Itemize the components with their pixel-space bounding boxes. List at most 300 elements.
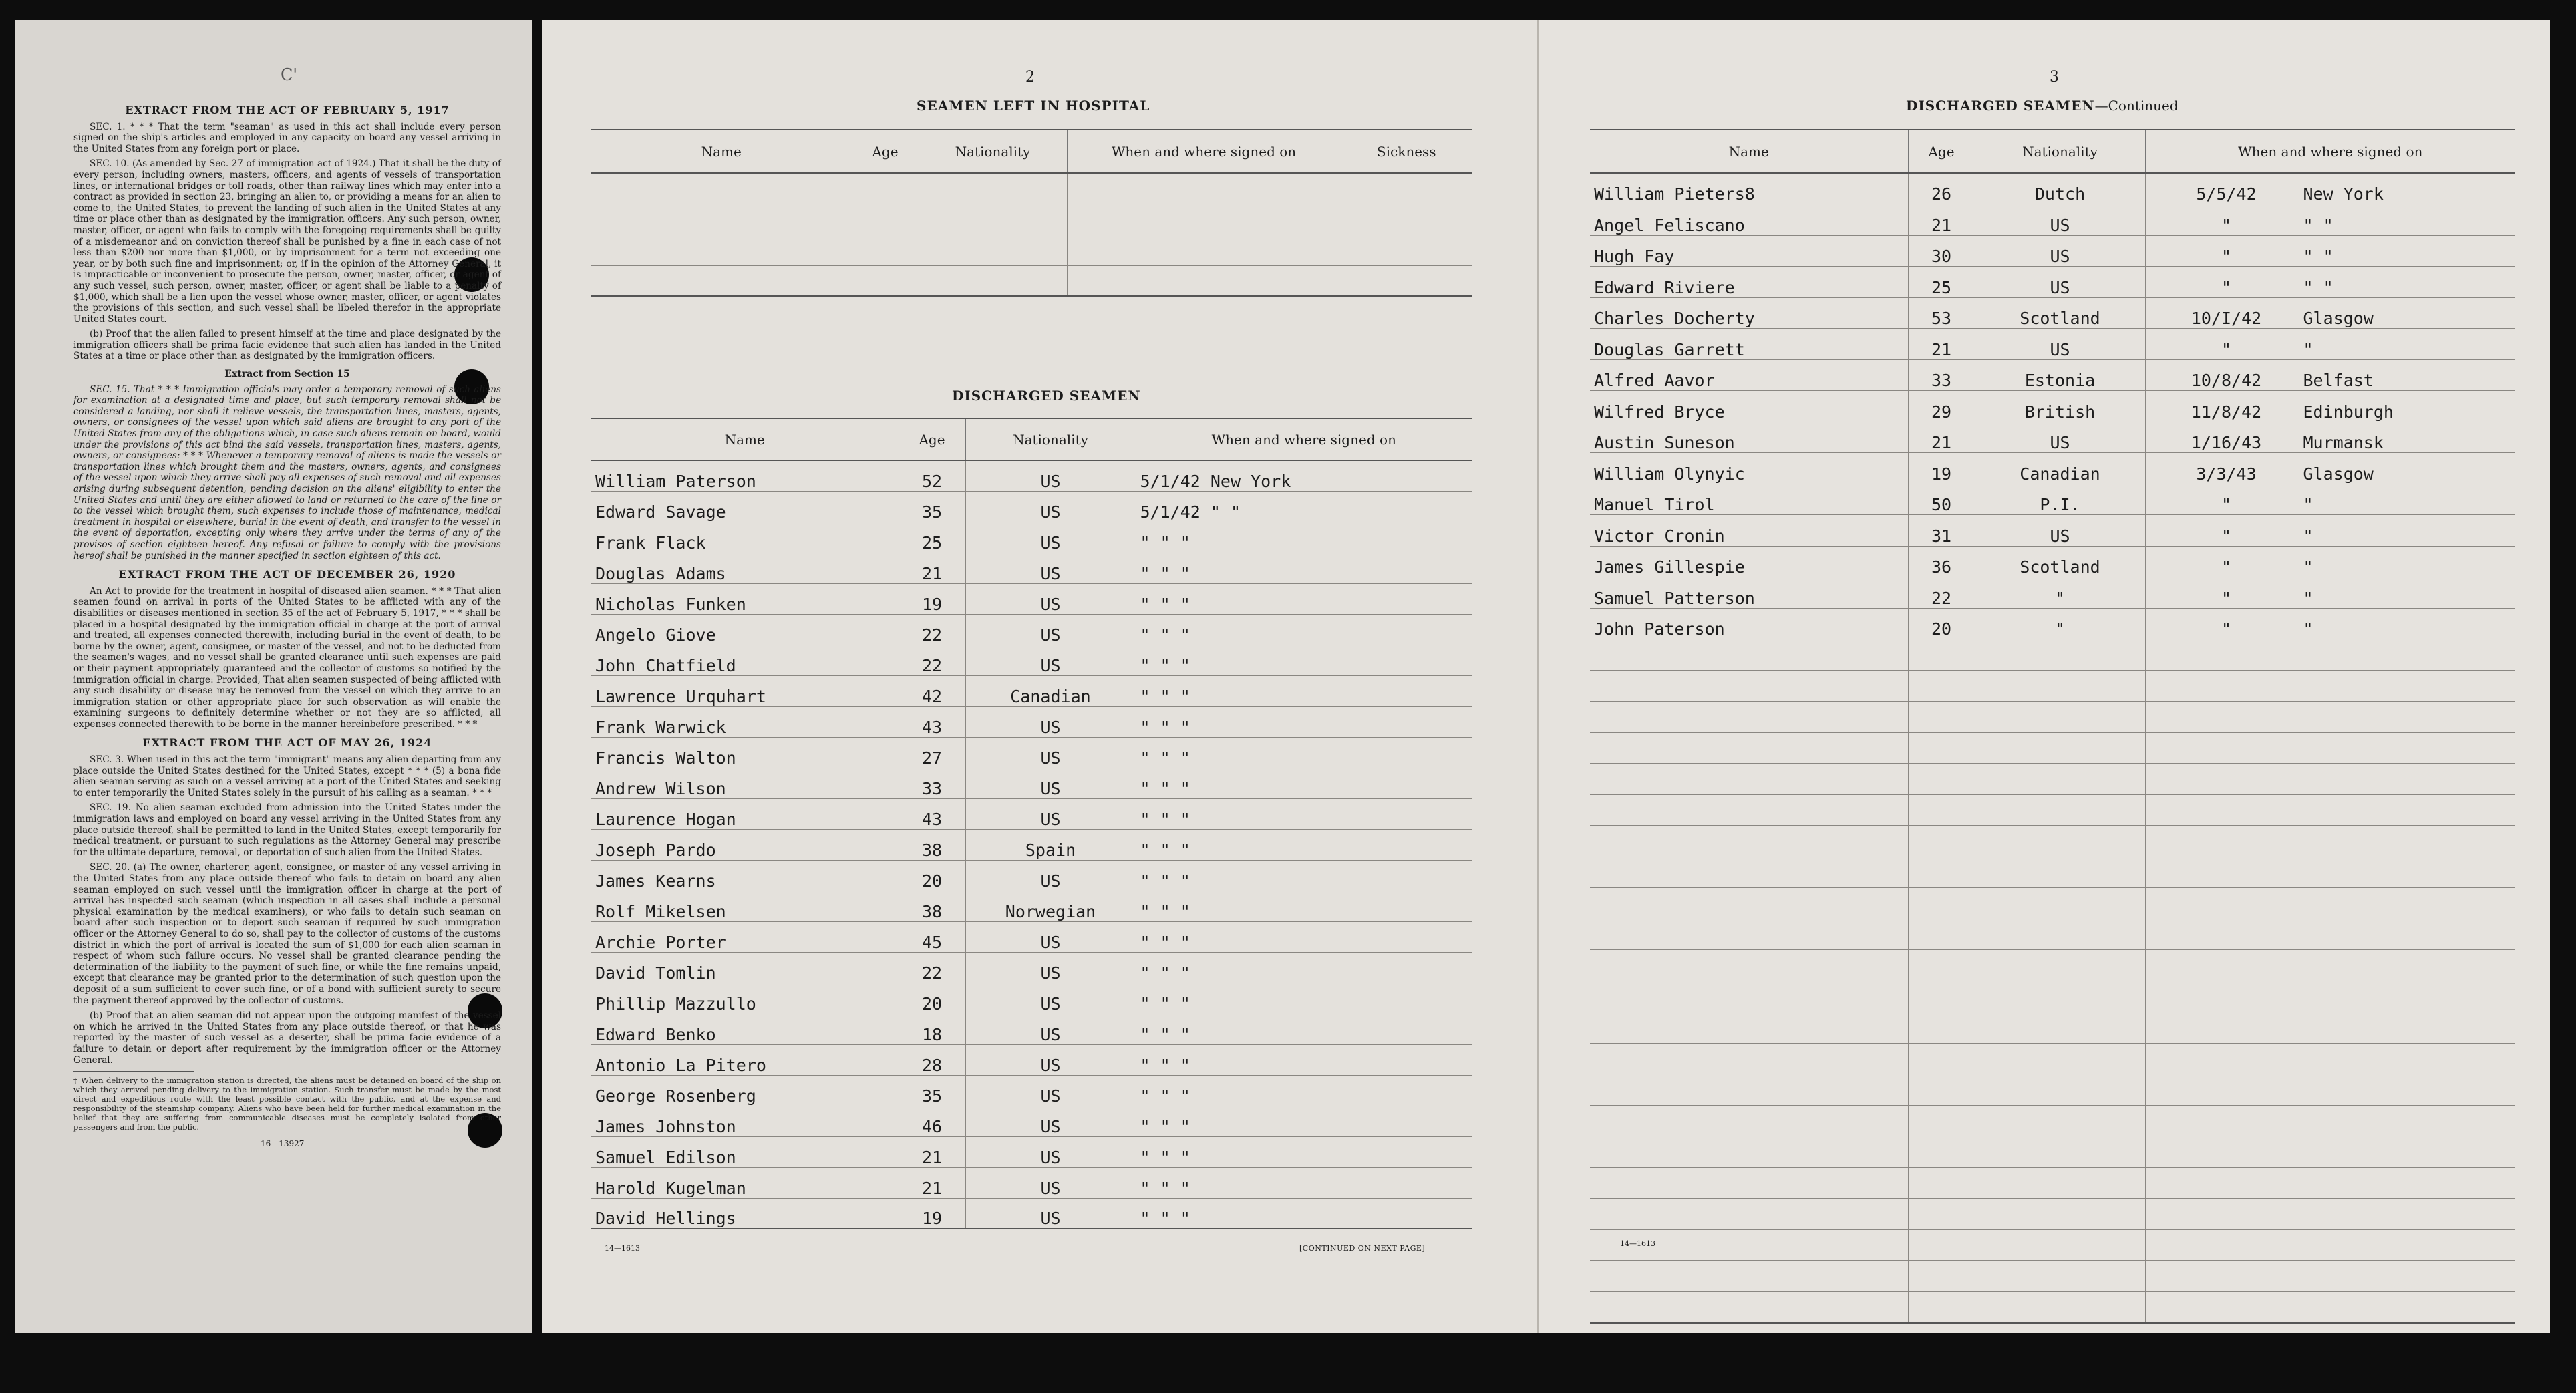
blank-cell <box>2145 981 2515 1012</box>
seaman-age: 22 <box>899 952 965 983</box>
blank-cell <box>1975 702 2145 733</box>
section-10-text: SEC. 10. (As amended by Sec. 27 of immigration act of 1924.) That it shall be the duty of every person, including owners, masters, officers, and agents of vessels of transportation lines, or international bridges or toll roads, other than railway lines which may enter into a contract as provided in section 23, bringing an alien to, or providing a means for an alien to come to, the United States, to prevent the landing of such alien in the United States at any time or place other than as designated by the immigration officers. Any such person, owner, master, officer, or agent who fails to comply with the foregoing requirements shall be guilty of a misdemeanor and on conviction thereof shall be punished by a fine in each case of not less than $200 nor more than $1,000, or by imprisonment for a term not exceeding one year, or by both such fine and imprisonment; or, if in the opinion of the Attorney General, it is impracticable or inconvenient to prosecute the person, owner, master, officer, or agent of any such vessel, such person, owner, master, officer, or agent shall be liable to a penalty of $1,000, which shall be a lien upon the vessel whose owner, master, officer, or agent violates the provisions of this section, and such vessel shall be libeled therefor in the appropriate United States court. <box>73 158 501 325</box>
blank-cell <box>1975 981 2145 1012</box>
col-sickness: Sickness <box>1341 130 1472 173</box>
seaman-age: 22 <box>899 614 965 645</box>
seaman-age: 38 <box>899 829 965 860</box>
blank-cell <box>2145 1043 2515 1074</box>
signed-on-date: " <box>2221 557 2232 577</box>
seaman-name: Rolf Mikelsen <box>591 891 899 921</box>
blank-cell <box>1908 950 1975 981</box>
table-row <box>591 235 1472 265</box>
col-age: Age <box>852 130 919 173</box>
blank-cell <box>1590 639 1908 671</box>
blank-cell <box>1975 826 2145 857</box>
seaman-age: 33 <box>899 768 965 798</box>
legal-text <box>73 97 501 1150</box>
signed-on-date: " <box>2221 215 2232 235</box>
table-row <box>591 553 1472 583</box>
seaman-nationality: US <box>965 798 1136 829</box>
seaman-nationality: US <box>965 553 1136 583</box>
blank-cell <box>1590 1136 1908 1168</box>
blank-cell <box>1908 981 1975 1012</box>
seaman-signed-on: 5/1/42 " " <box>1136 491 1472 522</box>
blank-cell <box>1908 1167 1975 1199</box>
seaman-signed-on: " " " <box>1136 891 1472 921</box>
signed-on-place: New York <box>2303 184 2384 204</box>
table-row <box>1590 1291 2515 1323</box>
seaman-age: 26 <box>1908 173 1975 204</box>
page-fold <box>1537 20 1539 1333</box>
signed-on-place: " <box>2303 557 2313 577</box>
col-age: Age <box>899 418 965 460</box>
blank-cell <box>1908 1105 1975 1136</box>
blank-cell <box>1908 826 1975 857</box>
seaman-age: 28 <box>899 1044 965 1075</box>
seaman-age: 52 <box>899 460 965 491</box>
blank-cell <box>2145 639 2515 671</box>
table-row <box>1590 1136 2515 1168</box>
seaman-signed-on: " " " <box>1136 1106 1472 1136</box>
section-1-text: SEC. 1. * * * That the term "seaman" as used in this act shall include every person signed on the ship's articles and employed in any capacity on board any vessel arriving in the United States from any foreign port or place. <box>73 121 501 154</box>
seaman-age: 50 <box>1908 484 1975 515</box>
seaman-nationality: US <box>965 768 1136 798</box>
seaman-name: Samuel Patterson <box>1590 577 1908 609</box>
seaman-nationality: US <box>965 491 1136 522</box>
seaman-name: James Gillespie <box>1590 546 1908 577</box>
seaman-signed-on: " " " <box>1136 737 1472 768</box>
table-row <box>591 265 1472 296</box>
seaman-name: William Paterson <box>591 460 899 491</box>
blank-cell <box>1908 1261 1975 1292</box>
seaman-signed-on: " " " <box>1136 706 1472 737</box>
table-row <box>1590 670 2515 702</box>
signed-on-date: 10/I/42 <box>2191 309 2262 328</box>
seaman-signed-on <box>2145 484 2515 515</box>
seaman-nationality: " <box>1975 577 2145 609</box>
signed-on-place: " <box>2303 339 2313 359</box>
form-code: 16—13927 <box>261 1139 305 1149</box>
signed-on-place: Glasgow <box>2303 464 2374 484</box>
seaman-signed-on: " " " <box>1136 614 1472 645</box>
seaman-nationality: Scotland <box>1975 297 2145 329</box>
table-row <box>1590 888 2515 919</box>
col-nationality: Nationality <box>965 418 1136 460</box>
seaman-age: 46 <box>899 1106 965 1136</box>
discharged-section-title: DISCHARGED SEAMEN <box>952 388 1141 404</box>
seaman-age: 38 <box>899 891 965 921</box>
discharged-table <box>591 418 1472 1229</box>
signed-on-date: " <box>2221 588 2232 608</box>
seaman-nationality: US <box>965 983 1136 1014</box>
seaman-nationality: US <box>965 737 1136 768</box>
table-row <box>591 737 1472 768</box>
table-row <box>1590 359 2515 391</box>
table-row <box>1590 1074 2515 1106</box>
signed-on-place: Murmansk <box>2303 433 2384 452</box>
col-nationality: Nationality <box>1975 130 2145 173</box>
seaman-name: Frank Flack <box>591 522 899 553</box>
seaman-signed-on: " " " <box>1136 1044 1472 1075</box>
seaman-nationality: US <box>965 1106 1136 1136</box>
seaman-nationality: US <box>1975 235 2145 267</box>
seaman-nationality: US <box>1975 204 2145 236</box>
signed-on-place: Edinburgh <box>2303 402 2394 422</box>
seaman-age: 21 <box>1908 329 1975 360</box>
seaman-name: Phillip Mazzullo <box>591 983 899 1014</box>
signed-on-date: " <box>2221 247 2232 266</box>
seaman-nationality: US <box>965 1198 1136 1229</box>
signed-on-place: " " <box>2303 277 2333 297</box>
section-20a-text: SEC. 20. (a) The owner, charterer, agent, consignee, or master of any vessel arriving in the United States from any place outside thereof who fails to detain on board any alien seaman employed on such vessel until the immigration officer in charge at the port of arrival has inspected such seaman (which inspection in all cases shall include a personal physical examination by the medical examiners), or who fails to detain such seaman on board after such inspection or to deport such seaman if required by such immigration officer or the Attorney General to do so, shall pay to the collector of customs of the customs district in which the port of arrival is located the sum of $1,000 for each alien seaman in respect of whom such failure occurs. No vessel shall be granted clearance pending the determination of the liability to the payment of such fine, or while the fine remains unpaid, except that clearance may be granted prior to the determination of such question upon the deposit of a sum sufficient to cover such fine, or of a bond with sufficient surety to secure the payment thereof approved by the collector of customs. <box>73 862 501 1006</box>
blank-cell <box>2145 919 2515 950</box>
blank-cell <box>2145 764 2515 795</box>
blank-cell <box>1590 1261 1908 1292</box>
seaman-signed-on: " " " <box>1136 921 1472 952</box>
table-row <box>1590 173 2515 204</box>
seaman-name: William Pieters8 <box>1590 173 1908 204</box>
seaman-nationality: US <box>965 460 1136 491</box>
table-row <box>1590 546 2515 577</box>
table-row <box>1590 329 2515 360</box>
signed-on-date: 1/16/43 <box>2191 433 2262 452</box>
col-name: Name <box>591 418 899 460</box>
seaman-age: 19 <box>899 583 965 614</box>
table-row <box>1590 577 2515 609</box>
blank-cell <box>1975 670 2145 702</box>
seaman-age: 22 <box>899 645 965 675</box>
blank-cell <box>2145 1105 2515 1136</box>
seaman-age: 21 <box>1908 422 1975 453</box>
table-row <box>591 891 1472 921</box>
col-nationality: Nationality <box>919 130 1067 173</box>
table-row <box>1590 1012 2515 1044</box>
seaman-nationality: " <box>1975 608 2145 639</box>
seaman-name: Angelo Giove <box>591 614 899 645</box>
table-row <box>1590 484 2515 515</box>
blank-cell <box>1908 670 1975 702</box>
seaman-age: 43 <box>899 706 965 737</box>
blank-cell <box>1590 857 1908 888</box>
section-20b-text: (b) Proof that an alien seaman did not appear upon the outgoing manifest of the vessel on which he arrived in the United States from any place outside thereof, or that he was reported by the master of such vessel as a deserter, shall be prima facie evidence of a failure to detain or deport after requirement by the immigration officer or the Attorney General. <box>73 1010 501 1066</box>
blank-cell <box>1975 950 2145 981</box>
table-row <box>1590 204 2515 236</box>
blank-cell <box>2145 826 2515 857</box>
signed-on-date: " <box>2221 339 2232 359</box>
seaman-nationality: US <box>965 614 1136 645</box>
blank-cell <box>1975 1012 2145 1044</box>
blank-cell <box>2145 702 2515 733</box>
discharged-continued-table <box>1590 129 2515 1324</box>
table-row <box>591 204 1472 235</box>
table-row <box>591 921 1472 952</box>
seaman-nationality: US <box>1975 422 2145 453</box>
seaman-age: 35 <box>899 1075 965 1106</box>
seaman-nationality: US <box>1975 515 2145 547</box>
seaman-signed-on: " " " <box>1136 1075 1472 1106</box>
blank-cell <box>1975 919 2145 950</box>
seaman-signed-on: " " " <box>1136 1136 1472 1167</box>
seaman-name: Manuel Tirol <box>1590 484 1908 515</box>
blank-cell <box>1908 1291 1975 1323</box>
seaman-name: David Hellings <box>591 1198 899 1229</box>
seaman-signed-on <box>2145 608 2515 639</box>
seaman-name: Andrew Wilson <box>591 768 899 798</box>
seaman-signed-on <box>2145 546 2515 577</box>
table-row <box>1590 794 2515 826</box>
seaman-name: Alfred Aavor <box>1590 359 1908 391</box>
seaman-age: 21 <box>899 553 965 583</box>
seaman-nationality: US <box>965 952 1136 983</box>
section-10b-text: (b) Proof that the alien failed to present himself at the time and place designated by the immigration officers shall be prima facie evidence that such alien has landed in the United States at a time or place other than as designated by the immigration officers. <box>73 329 501 362</box>
table-row <box>591 1044 1472 1075</box>
seaman-age: 21 <box>1908 204 1975 236</box>
blank-cell <box>1975 1261 2145 1292</box>
signed-on-place: Glasgow <box>2303 309 2374 328</box>
blank-cell <box>2145 1167 2515 1199</box>
table-row <box>1590 515 2515 547</box>
table-row <box>591 829 1472 860</box>
blank-cell <box>1908 1229 1975 1261</box>
seaman-age: 25 <box>899 522 965 553</box>
table-row <box>591 460 1472 491</box>
seaman-signed-on <box>2145 515 2515 547</box>
blank-cell <box>1590 1167 1908 1199</box>
seaman-nationality: US <box>965 583 1136 614</box>
seaman-signed-on: " " " <box>1136 645 1472 675</box>
seaman-nationality: Spain <box>965 829 1136 860</box>
table-row <box>1590 764 2515 795</box>
blank-cell <box>1975 639 2145 671</box>
seaman-signed-on: " " " <box>1136 1198 1472 1229</box>
table-row <box>591 491 1472 522</box>
seaman-signed-on: " " " <box>1136 829 1472 860</box>
blank-cell <box>1975 732 2145 764</box>
blank-cell <box>1590 702 1908 733</box>
table-row <box>591 645 1472 675</box>
seaman-signed-on: " " " <box>1136 583 1472 614</box>
seaman-nationality: US <box>965 1075 1136 1106</box>
seaman-age: 20 <box>899 983 965 1014</box>
seaman-signed-on <box>2145 329 2515 360</box>
blank-cell <box>2145 1199 2515 1230</box>
blank-cell <box>1590 919 1908 950</box>
hospital-table <box>591 129 1472 297</box>
table-row <box>1590 826 2515 857</box>
seaman-name: Douglas Adams <box>591 553 899 583</box>
table-row <box>1590 857 2515 888</box>
blank-cell <box>2145 732 2515 764</box>
seaman-age: 30 <box>1908 235 1975 267</box>
table-row <box>1590 1105 2515 1136</box>
table-row <box>591 1198 1472 1229</box>
seaman-signed-on <box>2145 453 2515 484</box>
signed-on-place: Belfast <box>2303 371 2374 390</box>
blank-cell <box>2145 857 2515 888</box>
seaman-signed-on: " " " <box>1136 768 1472 798</box>
blank-cell <box>2145 1229 2515 1261</box>
seaman-nationality: US <box>965 645 1136 675</box>
seaman-name: Frank Warwick <box>591 706 899 737</box>
seaman-name: Douglas Garrett <box>1590 329 1908 360</box>
seaman-age: 33 <box>1908 359 1975 391</box>
seaman-name: Joseph Pardo <box>591 829 899 860</box>
blank-cell <box>1908 888 1975 919</box>
seaman-nationality: US <box>1975 267 2145 298</box>
seaman-age: 18 <box>899 1014 965 1044</box>
page-number: 2 <box>1025 69 1035 86</box>
signed-on-place: " <box>2303 588 2313 608</box>
seaman-signed-on <box>2145 391 2515 422</box>
table-row <box>591 1075 1472 1106</box>
seaman-nationality: P.I. <box>1975 484 2145 515</box>
seaman-name: Wilfred Bryce <box>1590 391 1908 422</box>
blank-cell <box>1590 1199 1908 1230</box>
seaman-name: Edward Savage <box>591 491 899 522</box>
seaman-nationality: US <box>965 522 1136 553</box>
seaman-signed-on <box>2145 297 2515 329</box>
seaman-signed-on <box>2145 577 2515 609</box>
seaman-age: 25 <box>1908 267 1975 298</box>
signed-on-date: " <box>2221 277 2232 297</box>
blank-cell <box>1590 1105 1908 1136</box>
title-continued: —Continued <box>2094 98 2179 114</box>
seaman-name: James Johnston <box>591 1106 899 1136</box>
seaman-nationality: Estonia <box>1975 359 2145 391</box>
table-row <box>1590 1229 2515 1261</box>
blank-cell <box>1908 1012 1975 1044</box>
blank-cell <box>2145 888 2515 919</box>
table-row <box>1590 453 2515 484</box>
blank-cell <box>1975 1229 2145 1261</box>
blank-cell <box>1590 732 1908 764</box>
blank-cell <box>2145 1136 2515 1168</box>
blank-cell <box>1590 794 1908 826</box>
blank-cell <box>2145 670 2515 702</box>
blank-cell <box>1908 1136 1975 1168</box>
seaman-name: Charles Docherty <box>1590 297 1908 329</box>
seaman-name: Lawrence Urquhart <box>591 675 899 706</box>
table-row <box>591 952 1472 983</box>
seaman-signed-on <box>2145 204 2515 236</box>
blank-cell <box>1975 1136 2145 1168</box>
seaman-signed-on <box>2145 235 2515 267</box>
blank-cell <box>1590 1012 1908 1044</box>
title-text: DISCHARGED SEAMEN <box>1906 98 2095 114</box>
seaman-signed-on: " " " <box>1136 522 1472 553</box>
seaman-name: Nicholas Funken <box>591 583 899 614</box>
seaman-age: 36 <box>1908 546 1975 577</box>
table-row <box>591 614 1472 645</box>
seaman-age: 21 <box>899 1167 965 1198</box>
extract-title-section-15: Extract from Section 15 <box>224 369 350 380</box>
blank-cell <box>1908 1043 1975 1074</box>
table-row <box>1590 702 2515 733</box>
table-row <box>1590 1199 2515 1230</box>
seaman-name: John Paterson <box>1590 608 1908 639</box>
seaman-name: William Olynyic <box>1590 453 1908 484</box>
signed-on-date: 5/5/42 <box>2196 184 2257 204</box>
table-row <box>1590 981 2515 1012</box>
table-row <box>591 706 1472 737</box>
signed-on-date: 3/3/43 <box>2196 464 2257 484</box>
section-19-text: SEC. 19. No alien seaman excluded from admission into the United States under the immigration laws and employed on board any vessel arriving in the United States from any place outside thereof, shall be permitted to land in the United States, except temporarily for medical treatment, or pursuant to such regulations as the Attorney General may prescribe for the ultimate departure, removal, or deportation of such alien from the United States. <box>73 802 501 858</box>
seaman-name: James Kearns <box>591 860 899 891</box>
col-when-where: When and where signed on <box>1136 418 1472 460</box>
seaman-age: 20 <box>899 860 965 891</box>
col-name: Name <box>1590 130 1908 173</box>
seaman-name: Antonio La Pitero <box>591 1044 899 1075</box>
blank-cell <box>2145 1074 2515 1106</box>
seaman-nationality: US <box>965 1044 1136 1075</box>
seaman-signed-on: " " " <box>1136 553 1472 583</box>
seaman-age: 19 <box>899 1198 965 1229</box>
blank-cell <box>1975 1105 2145 1136</box>
blank-cell <box>1975 1043 2145 1074</box>
blank-cell <box>1590 981 1908 1012</box>
blank-cell <box>1975 794 2145 826</box>
table-row <box>1590 639 2515 671</box>
table-row <box>1590 391 2515 422</box>
seaman-age: 45 <box>899 921 965 952</box>
seaman-name: John Chatfield <box>591 645 899 675</box>
seaman-signed-on <box>2145 173 2515 204</box>
signed-on-date: 11/8/42 <box>2191 402 2262 422</box>
table-row <box>591 522 1472 553</box>
blank-cell <box>1908 919 1975 950</box>
seaman-name: Hugh Fay <box>1590 235 1908 267</box>
blank-cell <box>1975 764 2145 795</box>
blank-cell <box>1975 888 2145 919</box>
signed-on-place: " <box>2303 619 2313 639</box>
col-when-where: When and where signed on <box>2145 130 2515 173</box>
form-code: 14—1613 <box>1620 1239 1655 1248</box>
seaman-age: 43 <box>899 798 965 829</box>
seaman-name: Archie Porter <box>591 921 899 952</box>
blank-cell <box>1975 857 2145 888</box>
hospital-section-title: SEAMEN LEFT IN HOSPITAL <box>917 98 1150 114</box>
seaman-nationality: Dutch <box>1975 173 2145 204</box>
seaman-nationality: US <box>965 860 1136 891</box>
table-row <box>1590 1261 2515 1292</box>
seaman-age: 42 <box>899 675 965 706</box>
table-row <box>1590 919 2515 950</box>
signed-on-date: " <box>2221 495 2232 514</box>
blank-cell <box>2145 950 2515 981</box>
seaman-signed-on <box>2145 422 2515 453</box>
blank-cell <box>1975 1199 2145 1230</box>
blank-cell <box>1975 1291 2145 1323</box>
table-row <box>591 983 1472 1014</box>
seaman-age: 31 <box>1908 515 1975 547</box>
blank-cell <box>1590 826 1908 857</box>
table-row <box>1590 1043 2515 1074</box>
blank-cell <box>1590 1043 1908 1074</box>
seaman-nationality: US <box>965 1014 1136 1044</box>
table-row <box>591 1106 1472 1136</box>
seaman-signed-on: " " " <box>1136 983 1472 1014</box>
blank-cell <box>1908 1074 1975 1106</box>
seaman-name: Samuel Edilson <box>591 1136 899 1167</box>
seaman-nationality: Norwegian <box>965 891 1136 921</box>
signed-on-date: " <box>2221 526 2232 546</box>
col-when-where: When and where signed on <box>1067 130 1341 173</box>
seaman-signed-on: " " " <box>1136 675 1472 706</box>
blank-cell <box>1975 1074 2145 1106</box>
blank-cell <box>1590 888 1908 919</box>
seaman-name: Laurence Hogan <box>591 798 899 829</box>
seaman-signed-on: " " " <box>1136 1014 1472 1044</box>
